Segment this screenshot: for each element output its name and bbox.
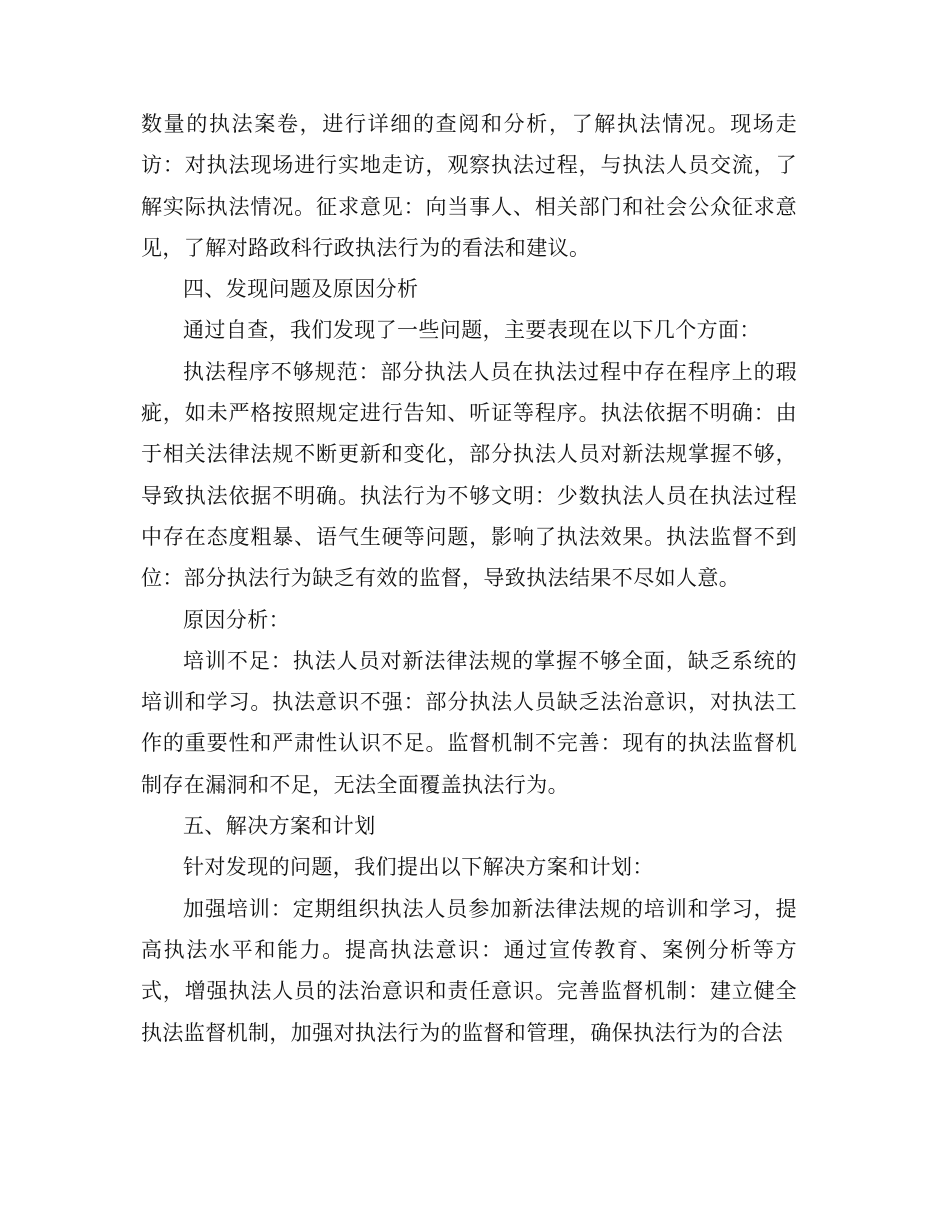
paragraph-cause-detail: 培训不足：执法人员对新法律法规的掌握不够全面，缺乏系统的培训和学习。执法意识不强：部分执法人员缺乏法治意识，对执法工作的重要性和严肃性认识不足。监督机制不完善：现有的执法监督机制存在漏洞和不足，无法全面覆盖执法行为。 [141, 648, 797, 797]
paragraph-problems-detail: 执法程序不够规范：部分执法人员在执法过程中存在程序上的瑕疵，如未严格按照规定进行告知、听证等程序。执法依据不明确：由于相关法律法规不断更新和变化，部分执法人员对新法规掌握不够，导致执法依据不明确。执法行为不够文明：少数执法人员在执法过程中存在态度粗暴、语气生硬等问题，影响了执法效果。执法监督不到位：部分执法行为缺乏有效的监督，导致执法结果不尽如人意。 [141, 359, 797, 591]
section-heading-solutions: 五、解决方案和计划 [183, 814, 376, 839]
paragraph-solutions-intro: 针对发现的问题，我们提出以下解决方案和计划： [183, 855, 654, 880]
section-heading-problems: 四、发现问题及原因分析 [183, 277, 419, 302]
paragraph-problems-intro: 通过自查，我们发现了一些问题，主要表现在以下几个方面： [183, 318, 761, 343]
subheading-cause-analysis: 原因分析： [183, 607, 290, 632]
paragraph-solutions-detail: 加强培训：定期组织执法人员参加新法律法规的培训和学习，提高执法水平和能力。提高执法意识：通过宣传教育、案例分析等方式，增强执法人员的法治意识和责任意识。完善监督机制：建立健全执法监督机制，加强对执法行为的监督和管理，确保执法行为的合法 [141, 896, 797, 1045]
paragraph-execution-methods: 数量的执法案卷，进行详细的查阅和分析，了解执法情况。现场走访：对执法现场进行实地走访，观察执法过程，与执法人员交流，了解实际执法情况。征求意见：向当事人、相关部门和社会公众征求意见，了解对路政科行政执法行为的看法和建议。 [141, 112, 797, 260]
document-body [141, 104, 797, 1054]
